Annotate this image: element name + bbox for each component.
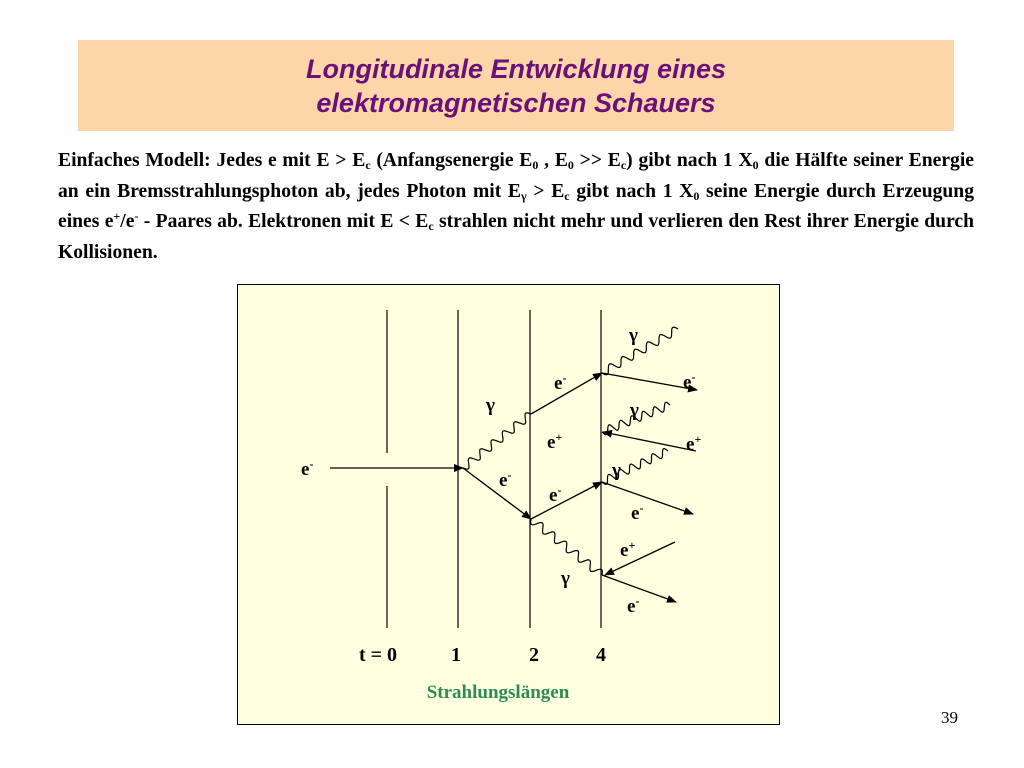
label-electron-gen1: e- [499,468,512,491]
axis-label-2: 2 [529,644,539,666]
label-electron-lower-out: e- [631,501,644,524]
label-incoming-electron: e- [301,457,314,480]
axis-label-t0: t = 0 [359,644,398,666]
model-description [58,146,974,268]
label-photon-top: γ [629,325,638,346]
text-seg4: >> E [573,150,621,171]
sub-zero: 0 [752,158,759,172]
sub-c: c [620,158,627,172]
shower-diagram-svg [238,285,779,724]
label-positron-upper-left: e+ [547,430,563,453]
photon-track-bottom [531,519,603,575]
text-seg3: , E [538,150,568,171]
label-positron-lower: e+ [620,538,636,561]
sub-zero: 0 [693,188,700,203]
positron-track-lower [605,538,675,575]
label-electron-pair-upper: e- [554,371,567,394]
title-banner [78,40,954,131]
sub-c: c [365,158,371,172]
sub-gamma: γ [521,188,527,203]
radiation-length-label: Strahlungslängen [426,682,570,703]
text-seg8: gibt nach 1 X [569,180,694,202]
text-seg1: Einfaches Modell: Jedes e mit E > E [58,150,366,171]
text-seg11: - Paares ab. Elektronen mit E < E [138,211,429,232]
label-photon-gen1: γ [486,395,495,416]
shower-diagram [237,284,780,725]
text-seg6: die Hälfte seiner Energie an ein Bremsstrahlungsphoton ab, jedes Photon mit E [58,150,974,202]
label-positron-upper-right: e+ [686,432,702,455]
electron-track-lower-out [602,482,693,514]
sub-c: c [564,188,570,203]
label-photon-lower: γ [612,460,621,481]
sub-zero: 0 [567,158,574,172]
text-seg12: strahlen nicht mehr und verlieren den Rest ihrer Energie durch Kollisionen. [58,211,974,263]
page-number: 39 [941,708,958,727]
label-photon-mid: γ [630,400,639,421]
electron-track-lower [531,482,602,519]
axis-label-1: 1 [451,644,461,666]
text-seg7: > E [526,180,565,202]
slide-title-line-2: elektromagnetischen Schauers [316,87,716,118]
label-photon-bottom: γ [561,568,570,589]
sup-plus: + [113,209,121,223]
label-electron-bottom: e- [627,594,640,617]
label-electron-upper-out: e- [683,370,696,393]
text-seg10: /e [120,211,135,232]
sub-zero: 0 [532,158,539,172]
label-electron-lower: e- [549,483,562,506]
photon-track-top [602,327,678,375]
text-seg2: (Anfangsenergie E [370,150,533,171]
slide-title-line-1: Longitudinale Entwicklung eines [305,53,727,84]
photon-track-gen1 [463,413,531,469]
text-seg9: seine Energie durch Erzeugung eines e [58,180,974,232]
text-seg5: ) gibt nach 1 X [626,150,753,171]
sub-c: c [428,219,434,233]
electron-track-gen1 [463,468,531,519]
positron-track-upper [603,432,696,451]
electron-track-pair-upper [531,373,602,414]
sup-minus: - [134,209,139,223]
axis-label-4: 4 [596,644,606,666]
